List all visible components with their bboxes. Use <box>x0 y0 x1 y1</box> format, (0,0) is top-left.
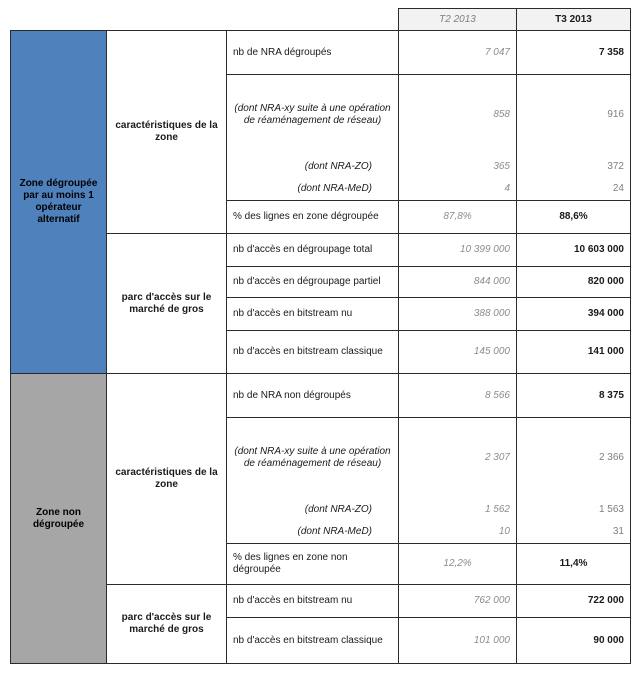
value-t2: 7 047 <box>399 31 517 75</box>
value-t2: 8 566 <box>399 374 517 418</box>
value-t2: 4 <box>399 179 517 201</box>
row-label: % des lignes en zone dégroupée <box>227 201 399 234</box>
zone-non-degroupee-label: Zone non dégroupée <box>11 374 107 664</box>
row-label: (dont NRA-MeD) <box>227 522 399 544</box>
header-blank <box>11 9 107 31</box>
value-t2: 2 307 <box>399 418 517 498</box>
value-t3: 916 <box>517 75 631 155</box>
value-t3: 7 358 <box>517 31 631 75</box>
category-parc: parc d'accès sur le marché de gros <box>107 585 227 664</box>
value-t3: 31 <box>517 522 631 544</box>
row-label: % des lignes en zone non dégroupée <box>227 544 399 585</box>
value-t2: 12,2% <box>399 544 517 585</box>
header-blank <box>107 9 227 31</box>
value-t3: 372 <box>517 155 631 179</box>
value-t2: 145 000 <box>399 331 517 374</box>
value-t2: 844 000 <box>399 267 517 298</box>
row-label: (dont NRA-ZO) <box>227 498 399 522</box>
value-t3: 2 366 <box>517 418 631 498</box>
row-label: nb d'accès en bitstream classique <box>227 618 399 664</box>
value-t2: 388 000 <box>399 298 517 331</box>
row-label: nb d'accès en bitstream nu <box>227 298 399 331</box>
value-t3: 24 <box>517 179 631 201</box>
zone-degroupee-label: Zone dégroupée par au moins 1 opérateur alternatif <box>11 31 107 374</box>
value-t3: 10 603 000 <box>517 234 631 267</box>
row-label: nb d'accès en bitstream nu <box>227 585 399 618</box>
value-t2: 858 <box>399 75 517 155</box>
row-label: (dont NRA-MeD) <box>227 179 399 201</box>
value-t3: 820 000 <box>517 267 631 298</box>
column-header-t2: T2 2013 <box>399 9 517 31</box>
table-row <box>11 31 631 75</box>
value-t3: 1 563 <box>517 498 631 522</box>
row-label: (dont NRA-xy suite à une opération de réaménagement de réseau) <box>227 75 399 155</box>
value-t2: 762 000 <box>399 585 517 618</box>
value-t2: 101 000 <box>399 618 517 664</box>
value-t3: 394 000 <box>517 298 631 331</box>
row-label: nb d'accès en bitstream classique <box>227 331 399 374</box>
value-t3: 141 000 <box>517 331 631 374</box>
value-t2: 1 562 <box>399 498 517 522</box>
category-parc: parc d'accès sur le marché de gros <box>107 234 227 374</box>
value-t3: 11,4% <box>517 544 631 585</box>
row-label: nb d'accès en dégroupage total <box>227 234 399 267</box>
row-label: nb de NRA non dégroupés <box>227 374 399 418</box>
category-caracteristiques: caractéristiques de la zone <box>107 31 227 234</box>
data-table <box>10 8 631 664</box>
value-t2: 87,8% <box>399 201 517 234</box>
value-t3: 8 375 <box>517 374 631 418</box>
value-t2: 365 <box>399 155 517 179</box>
value-t2: 10 <box>399 522 517 544</box>
value-t3: 722 000 <box>517 585 631 618</box>
column-header-t3: T3 2013 <box>517 9 631 31</box>
row-label: (dont NRA-ZO) <box>227 155 399 179</box>
header-row <box>11 9 631 31</box>
value-t3: 90 000 <box>517 618 631 664</box>
value-t2: 10 399 000 <box>399 234 517 267</box>
value-t3: 88,6% <box>517 201 631 234</box>
row-label: nb de NRA dégroupés <box>227 31 399 75</box>
table-row <box>11 374 631 418</box>
row-label: nb d'accès en dégroupage partiel <box>227 267 399 298</box>
category-caracteristiques: caractéristiques de la zone <box>107 374 227 585</box>
row-label: (dont NRA-xy suite à une opération de réaménagement de réseau) <box>227 418 399 498</box>
header-blank <box>227 9 399 31</box>
